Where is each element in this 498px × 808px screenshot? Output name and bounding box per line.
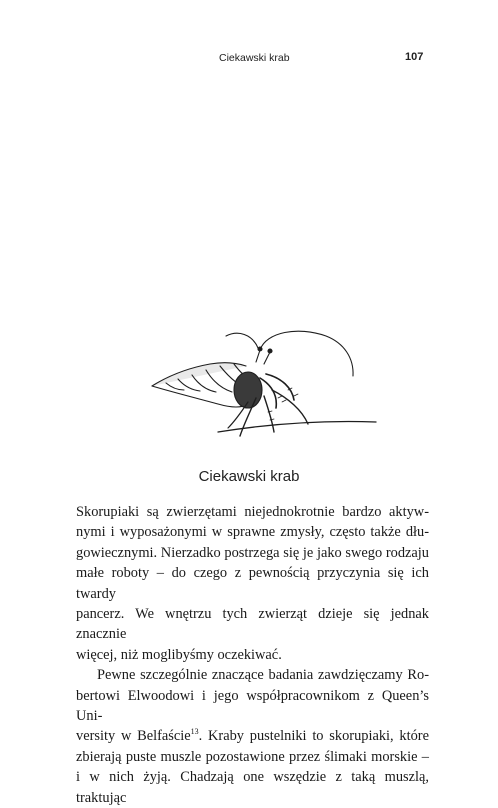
text-line: i w nich żyją. Chadzają one wszędzie z taką muszlą, traktując bbox=[76, 769, 429, 806]
text-line: bertowi Elwoodowi i jego współpracownikom z Queen’s Uni- bbox=[76, 687, 429, 725]
running-head: Ciekawski krab bbox=[219, 52, 290, 64]
text-fragment: . Kraby pustelniki to skorupiaki, które bbox=[198, 728, 429, 745]
footnote-marker: 13 bbox=[190, 727, 199, 737]
text-line: nymi i wyposażonymi w sprawne zmysły, często także dłu- bbox=[76, 524, 429, 541]
text-line: gowiecznymi. Nierzadko postrzega się je jako swego rodzaju bbox=[76, 544, 429, 561]
text-fragment: versity w Belfaście bbox=[76, 728, 191, 745]
text-line: pancerz. We wnętrzu tych zwierząt dzieje się jednak znacznie bbox=[76, 606, 429, 643]
page-number: 107 bbox=[405, 51, 424, 63]
figure-caption: Ciekawski krab bbox=[198, 468, 300, 485]
text-line: Skorupiaki są zwierzętami niejednokrotnie bardzo aktyw- bbox=[76, 504, 429, 520]
text-line: zbierają puste muszle pozostawione przez ślimaki morskie – bbox=[76, 748, 429, 765]
body-text bbox=[76, 502, 429, 808]
text-line: więcej, niż moglibyśmy oczekiwać. bbox=[76, 646, 282, 663]
text-line bbox=[76, 726, 429, 746]
text-line: Pewne szczególnie znaczące badania zawdzięczamy Ro- bbox=[97, 667, 429, 684]
text-line: małe roboty – do czego z pewnością przyczynia się ich twardy bbox=[76, 565, 429, 602]
hermit-crab-illustration bbox=[148, 328, 380, 440]
